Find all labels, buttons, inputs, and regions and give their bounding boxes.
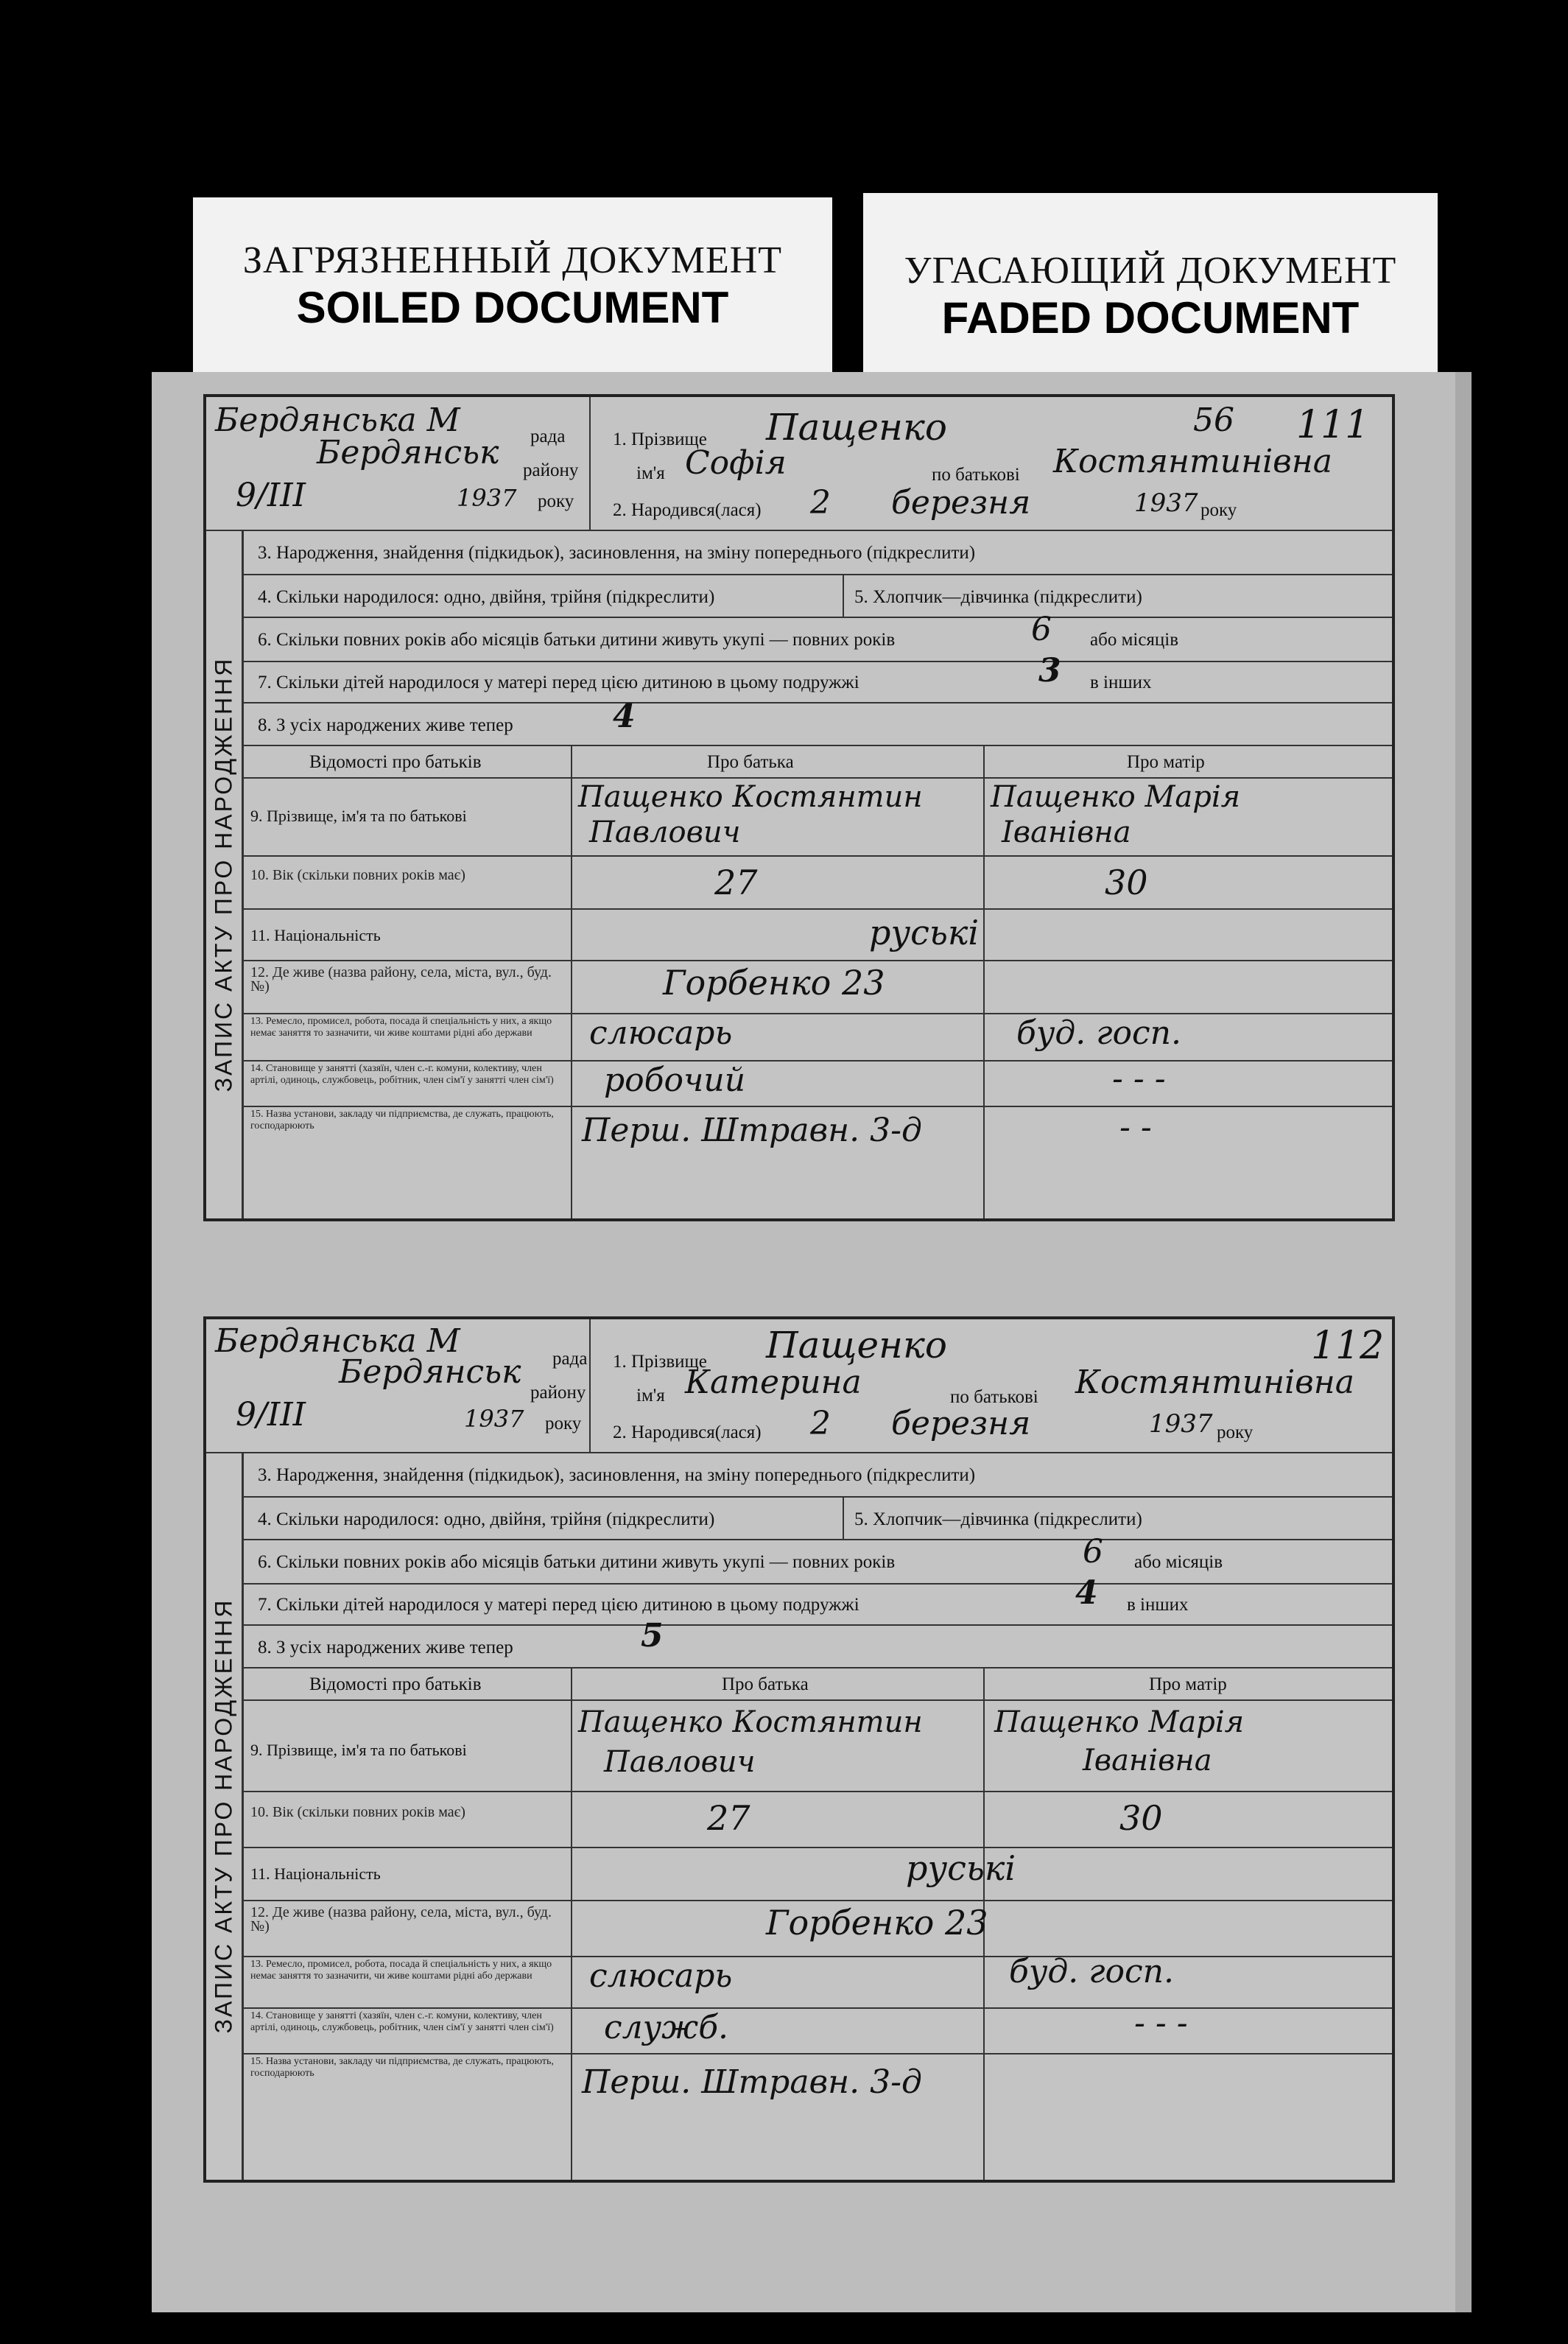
born-year: 1937 xyxy=(1149,1409,1213,1439)
patronymic-label: по батькові xyxy=(932,465,1020,485)
field-8: 8. З усіх народжених живе тепер xyxy=(258,715,513,735)
rada-value: Бердянська М xyxy=(215,401,460,439)
born-month: березня xyxy=(891,484,1031,522)
col-mother-header: Про матір xyxy=(1149,1674,1227,1694)
mother-age: 30 xyxy=(1105,863,1148,902)
rayon-label: району xyxy=(523,460,579,480)
field-8: 8. З усіх народжених живе тепер xyxy=(258,1638,513,1657)
reg-date: 9/III xyxy=(236,477,306,514)
birth-record-2 xyxy=(203,1316,1395,2183)
patronymic-value: Костянтинівна xyxy=(1075,1364,1354,1401)
field-6-tail: або місяців xyxy=(1134,1552,1223,1572)
years-together: 6 xyxy=(1083,1533,1103,1571)
mother-name-2: Іванівна xyxy=(1083,1744,1212,1778)
side-title-column xyxy=(206,530,244,1218)
name-label: ім'я xyxy=(636,1386,665,1406)
row-13-label: 13. Ремесло, промисел, робота, посада й спеціальність у них, а якщо немає заняття то зазначити, чи живе коштами рідні або держави xyxy=(250,1959,552,1982)
faded-label-en: FADED DOCUMENT xyxy=(941,293,1360,343)
rada-label: рада xyxy=(530,427,566,446)
mother-name: Пащенко Марія xyxy=(994,1705,1245,1739)
mother-workplace: - - xyxy=(1119,1109,1152,1146)
years-together: 6 xyxy=(1031,611,1052,648)
born-month: березня xyxy=(891,1405,1031,1442)
birth-record-1 xyxy=(203,394,1395,1221)
mother-status: - - - xyxy=(1112,1060,1166,1098)
row-12-label: 12. Де живе (назва району, села, міста, вул., буд. №) xyxy=(250,1904,552,1934)
born-roku-label: року xyxy=(1200,500,1237,520)
field-7-tail: в інших xyxy=(1090,673,1152,692)
row-11-label: 11. Національність xyxy=(250,926,381,944)
side-title: ЗАПИС АКТУ ПРО НАРОДЖЕННЯ xyxy=(210,656,237,1092)
row-15-label: 15. Назва установи, закладу чи підприємства, де служать, працюють, господарюють xyxy=(250,1109,554,1131)
row-9-label: 9. Прізвище, ім'я та по батькові xyxy=(250,807,467,825)
row-10-label: 10. Вік (скільки повних років має) xyxy=(250,1804,465,1820)
record-number: 111 xyxy=(1296,403,1370,447)
mother-name: Пащенко Марія xyxy=(991,780,1241,814)
address: Горбенко 23 xyxy=(663,963,885,1003)
father-occupation: слюсарь xyxy=(589,1957,733,1995)
reg-date: 9/III xyxy=(236,1396,306,1434)
rayon-value: Бердянськ xyxy=(317,434,499,471)
field-4: 4. Скільки народилося: одно, двійня, трійня (підкреслити) xyxy=(258,587,715,607)
nationality: руські xyxy=(869,913,980,952)
mother-occupation: буд. госп. xyxy=(1009,1953,1174,1990)
born-label: 2. Народився(лася) xyxy=(613,500,762,520)
father-age: 27 xyxy=(707,1798,750,1838)
father-name-2: Павлович xyxy=(589,815,741,849)
col-info-header: Відомості про батьків xyxy=(309,1674,482,1694)
soiled-label-ru: ЗАГРЯЗНЕННЫЙ ДОКУМЕНТ xyxy=(242,239,783,281)
patronymic-label: по батькові xyxy=(950,1387,1038,1407)
born-year: 1937 xyxy=(1134,488,1198,518)
born-day: 2 xyxy=(810,1405,831,1442)
name-value: Софія xyxy=(685,444,787,482)
row-11-label: 11. Національність xyxy=(250,1864,381,1883)
rayon-label: району xyxy=(530,1383,586,1403)
side-title: ЗАПИС АКТУ ПРО НАРОДЖЕННЯ xyxy=(210,1598,237,2034)
field-7: 7. Скільки дітей народилося у матері перед цією дитиною в цьому подружжі xyxy=(258,673,859,692)
mother-age: 30 xyxy=(1119,1798,1163,1838)
mother-name-2: Іванівна xyxy=(1002,815,1131,849)
sheet-edge xyxy=(1455,372,1472,2312)
faded-label-ru: УГАСАЮЩИЙ ДОКУМЕНТ xyxy=(904,250,1397,292)
father-age: 27 xyxy=(714,863,758,902)
name-value: Катерина xyxy=(685,1364,862,1401)
mother-occupation: буд. госп. xyxy=(1016,1014,1181,1052)
row-15-label: 15. Назва установи, закладу чи підприємства, де служать, працюють, господарюють xyxy=(250,2056,554,2079)
surname-label: 1. Прізвище xyxy=(613,1352,707,1372)
alive-now: 4 xyxy=(613,698,636,735)
born-day: 2 xyxy=(810,484,831,522)
field-4: 4. Скільки народилося: одно, двійня, трійня (підкреслити) xyxy=(258,1509,715,1529)
field-6-tail: або місяців xyxy=(1090,630,1179,650)
roku-label: року xyxy=(545,1414,582,1434)
row-13-label: 13. Ремесло, промисел, робота, посада й спеціальність у них, а якщо немає заняття то зазначити, чи живе коштами рідні або держави xyxy=(250,1016,552,1039)
born-label: 2. Народився(лася) xyxy=(613,1422,762,1442)
patronymic-value: Костянтинівна xyxy=(1053,443,1332,480)
father-status: робочий xyxy=(604,1062,746,1099)
surname-value: Пащенко xyxy=(766,406,947,449)
father-workplace: Перш. Штравн. 3-д xyxy=(582,2063,922,2101)
faded-document-label xyxy=(863,193,1438,379)
father-workplace: Перш. Штравн. 3-д xyxy=(582,1112,922,1149)
col-info-header: Відомості про батьків xyxy=(309,752,482,772)
number-prefix: 56 xyxy=(1193,401,1234,439)
record-number: 112 xyxy=(1311,1324,1385,1368)
surname-value: Пащенко xyxy=(766,1324,947,1366)
alive-now: 5 xyxy=(641,1617,664,1655)
field-5: 5. Хлопчик—дівчинка (підкреслити) xyxy=(854,587,1142,607)
field-7: 7. Скільки дітей народилося у матері перед цією дитиною в цьому подружжі xyxy=(258,1595,859,1615)
rada-value: Бердянська М xyxy=(215,1322,460,1360)
soiled-label-en: SOILED DOCUMENT xyxy=(296,283,729,332)
field-3: 3. Народження, знайдення (підкидьок), засиновлення, на зміну попереднього (підкреслити) xyxy=(258,543,976,563)
nationality: руські xyxy=(906,1848,1016,1888)
born-roku-label: року xyxy=(1217,1422,1254,1442)
soiled-document-label xyxy=(193,197,832,374)
father-name-2: Павлович xyxy=(604,1745,756,1779)
children-before: 3 xyxy=(1038,652,1061,689)
row-9-label: 9. Прізвище, ім'я та по батькові xyxy=(250,1741,467,1759)
roku-label: року xyxy=(538,491,574,511)
rada-label: рада xyxy=(552,1349,588,1369)
field-3: 3. Народження, знайдення (підкидьок), засиновлення, на зміну попереднього (підкреслити) xyxy=(258,1465,976,1485)
rayon-value: Бердянськ xyxy=(339,1353,521,1391)
children-before: 4 xyxy=(1075,1574,1098,1612)
row-12-label: 12. Де живе (назва району, села, міста, вул., буд. №) xyxy=(250,964,552,994)
col-father-header: Про батька xyxy=(707,752,794,772)
document-sheet xyxy=(152,372,1458,2312)
father-name: Пащенко Костянтин xyxy=(578,1705,923,1739)
father-status: служб. xyxy=(604,2009,729,2046)
row-10-label: 10. Вік (скільки повних років має) xyxy=(250,867,465,883)
mother-status: - - - xyxy=(1134,2004,1188,2042)
row-14-label: 14. Становище у занятті (хазяїн, член с.-г. комуни, колективу, член артілі, одиноць, службовець, робітник, член сім'ї у занятті член сім'ї) xyxy=(250,2010,554,2033)
field-7-tail: в інших xyxy=(1127,1595,1189,1615)
father-name: Пащенко Костянтин xyxy=(578,780,923,814)
surname-label: 1. Прізвище xyxy=(613,429,707,449)
reg-year: 1937 xyxy=(457,484,517,512)
col-father-header: Про батька xyxy=(722,1674,809,1694)
field-5: 5. Хлопчик—дівчинка (підкреслити) xyxy=(854,1509,1142,1529)
side-title-column xyxy=(206,1452,244,2180)
field-6: 6. Скільки повних років або місяців батьки дитини живуть укупі — повних років xyxy=(258,1552,896,1572)
father-occupation: слюсарь xyxy=(589,1014,733,1052)
col-mother-header: Про матір xyxy=(1127,752,1205,772)
field-6: 6. Скільки повних років або місяців батьки дитини живуть укупі — повних років xyxy=(258,630,896,650)
row-14-label: 14. Становище у занятті (хазяїн, член с.-г. комуни, колективу, член артілі, одиноць, службовець, робітник, член сім'ї у занятті член сім'ї) xyxy=(250,1063,554,1086)
address: Горбенко 23 xyxy=(766,1903,988,1943)
name-label: ім'я xyxy=(636,463,665,483)
reg-year: 1937 xyxy=(464,1405,524,1433)
